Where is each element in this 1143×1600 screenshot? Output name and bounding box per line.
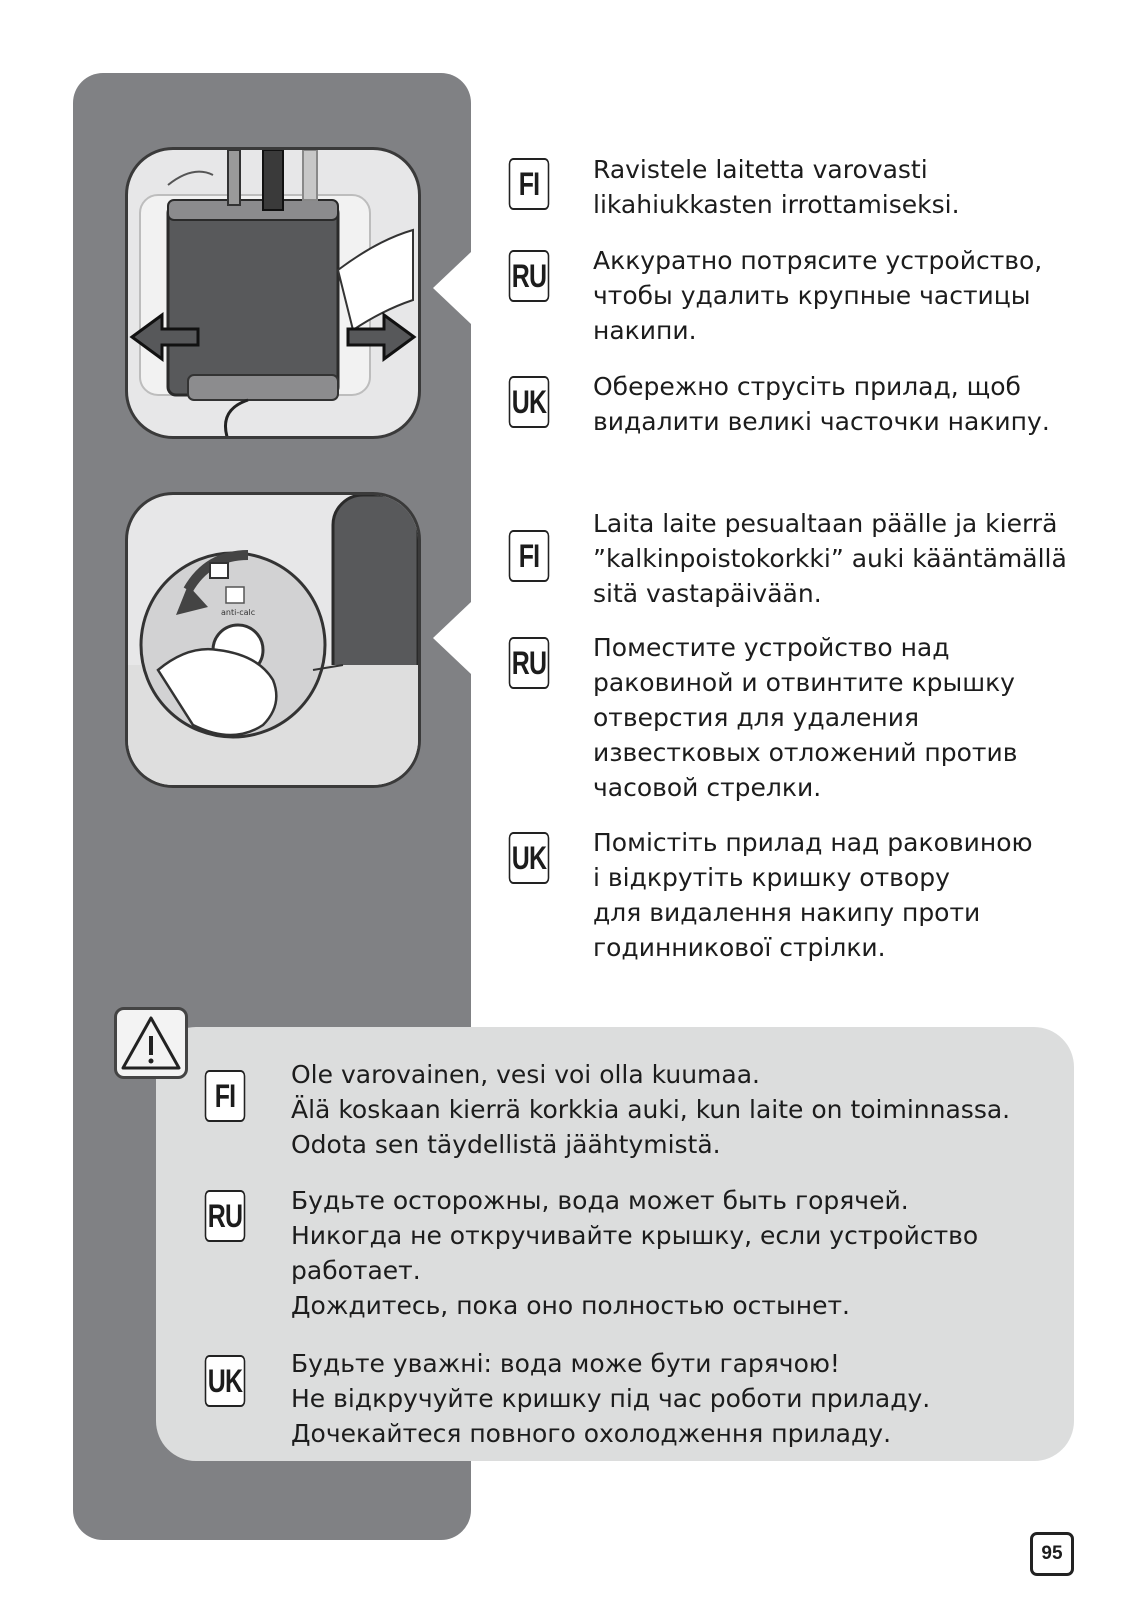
step2-text-uk: Помістіть прилад над раковиною і відкрутіть кришку отвору для видалення накипу проти годинникової стрілки. — [593, 828, 1033, 962]
anti-calc-label: anti-calc — [221, 608, 256, 617]
lang-badge-uk: UK — [509, 376, 550, 428]
step1-text-ru: Аккуратно потрясите устройство, чтобы удалить крупные частицы накипи. — [593, 246, 1043, 345]
lang-badge-ru: RU — [509, 250, 550, 302]
panel-notch-1 — [433, 252, 471, 324]
warning-text-fi: Ole varovainen, vesi voi olla kuumaa. Älä koskaan kierrä korkkia auki, kun laite on toiminnassa. Odota sen täydellistä jäähtymistä. — [291, 1060, 1011, 1159]
panel-notch-2 — [433, 602, 471, 674]
unscrew-cap-image — [128, 495, 418, 785]
warning-triangle-icon — [114, 1007, 188, 1079]
lang-badge-ru: RU — [205, 1190, 246, 1242]
step2-text-fi: Laita laite pesualtaan päälle ja kierrä ”kalkinpoistokorkki” auki kääntämällä sitä vastapäivään. — [593, 509, 1067, 608]
lang-badge-uk: UK — [509, 832, 550, 884]
warning-text-ru: Будьте осторожны, вода может быть горячей. Никогда не откручивайте крышку, если устройство работает. Дождитесь, пока оно полностью остынет. — [291, 1186, 979, 1320]
lang-badge-fi: FI — [509, 158, 550, 210]
lang-badge-fi: FI — [205, 1070, 246, 1122]
step2-text-ru: Поместите устройство над раковиной и отвинтите крышку отверстия для удаления известковых отложений против часовой стрелки. — [593, 633, 1018, 802]
warning-text-uk: Будьте уважні: вода може бути гарячою! Не відкручуйте кришку під час роботи приладу. Дочекайтеся повного охолодження приладу. — [291, 1349, 931, 1448]
shake-appliance-image — [128, 150, 418, 436]
lang-badge-ru: RU — [509, 637, 550, 689]
illustration-unscrew-cap — [125, 492, 421, 788]
page-number: 95 — [1030, 1532, 1074, 1576]
illustration-shake-appliance — [125, 147, 421, 439]
step1-text-fi: Ravistele laitetta varovasti likahiukkasten irrottamiseksi. — [593, 155, 960, 219]
lang-badge-uk: UK — [205, 1355, 246, 1407]
step1-text-uk: Обережно струсіть прилад, щоб видалити великі часточки накипу. — [593, 372, 1050, 436]
lang-badge-fi: FI — [509, 530, 550, 582]
